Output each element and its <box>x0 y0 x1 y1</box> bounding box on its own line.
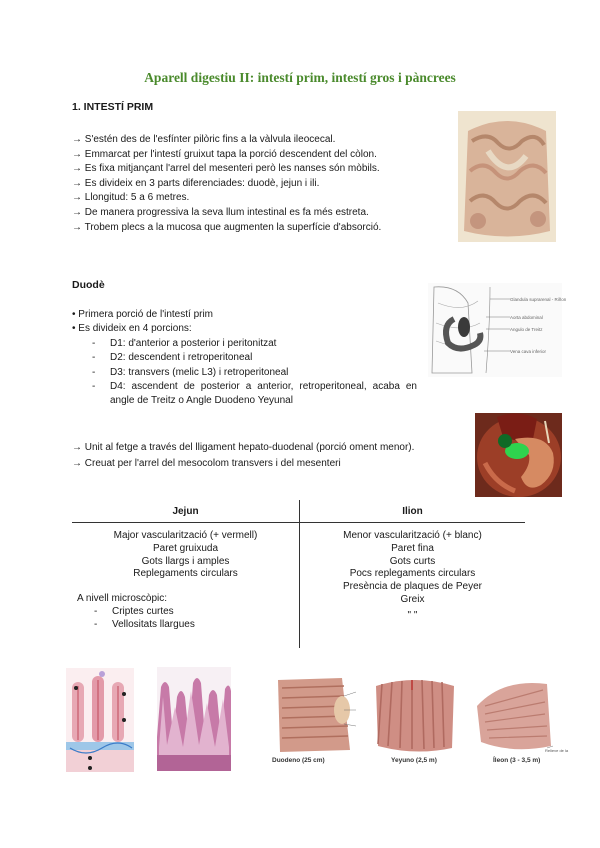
list-item: → S'estén des de l'esfínter pilòric fins a la vàlvula ileocecal. <box>72 134 336 145</box>
list-item: → Es fixa mitjançant l'arrel del mesenteri però les nanses són mòbils. <box>72 163 380 175</box>
duodenum-diagram <box>428 283 567 377</box>
diagram-label: Glandula suprarenal - Riñon <box>510 297 567 302</box>
list-item: - D1: d'anterior a posterior i peritonitzat <box>92 337 277 349</box>
duodenum-color-illustration <box>475 413 562 497</box>
list-item: → Llongitud: 5 a 6 metres. <box>72 192 190 204</box>
diagram-label: Aorta abdominal <box>510 315 543 320</box>
duode-list <box>72 308 417 409</box>
table-divider-horizontal <box>72 522 525 523</box>
list-item: • Es divideix en 4 porcions: <box>72 323 192 335</box>
ileon-label: Relieve de la <box>545 748 569 753</box>
list-item: → Creuat per l'arrel del mesocolom transvers i del mesenteri <box>72 458 341 469</box>
table-cell: Paret gruixuda <box>152 542 219 554</box>
table-cell: - Criptes curtes <box>94 605 174 617</box>
list-item: • Primera porció de l'intestí prim <box>72 309 214 320</box>
comparison-table <box>72 500 525 648</box>
intesti-prim-list <box>72 133 381 235</box>
list-item: - D3: transvers (melic L3) i retroperitoneal <box>92 366 289 378</box>
table-cell: Greix <box>400 593 425 605</box>
table-cell: Pocs replegaments circulars <box>349 568 476 580</box>
table-cell: " " <box>407 609 418 621</box>
table-cell: Gots curts <box>389 555 436 567</box>
caption-ileon: Íleon (3 - 3,5 m) <box>493 757 541 764</box>
caption-yeyuno: Yeyuno (2,5 m) <box>391 757 437 764</box>
histology-image <box>157 667 231 771</box>
duodeno-image <box>272 674 360 756</box>
section-heading-duode: Duodè <box>72 279 105 291</box>
list-item: → Trobem plecs a la mucosa que augmenten la superfície d'absorció. <box>72 221 382 233</box>
table-cell: Presència de plaques de Peyer <box>343 581 482 593</box>
duode-notes <box>72 440 414 472</box>
table-cell: - Vellositats llargues <box>94 618 195 630</box>
table-cell: Paret fina <box>391 542 434 554</box>
list-item: - D4: ascendent de posterior a anterior, retroperitoneal, acaba en angle de Treitz o Angle Duodeno Yeyunal <box>92 381 417 407</box>
page-title: Aparell digestiu II: intestí prim, intestí gros i pàncrees <box>144 70 456 85</box>
ileon-image <box>473 676 569 756</box>
table-cell: Replegaments circulars <box>133 568 238 580</box>
table-cell: Menor vascularització (+ blanc) <box>343 530 482 541</box>
jejun-column <box>72 530 299 632</box>
table-cell: Gots llargs i amples <box>141 555 230 567</box>
list-item: → Emmarcat per l'intestí gruixut tapa la porció descendent del còlon. <box>72 148 377 160</box>
villi-diagram <box>66 668 134 772</box>
table-cell: Major vascularització (+ vermell) <box>113 530 258 541</box>
yeyuno-image <box>372 676 458 754</box>
table-header-jejun: Jejun <box>172 506 199 517</box>
list-item: → Unit al fetge a través del lligament hepato-duodenal (porció oment menor). <box>72 442 415 453</box>
table-cell: A nivell microscòpic: <box>77 593 168 605</box>
diagram-label: Vena cava inferior <box>510 349 547 354</box>
list-item: → Es divideix en 3 parts diferenciades: duodè, jejun i ili. <box>72 177 320 189</box>
diagram-label: Angulo de Treitz <box>510 327 543 332</box>
section-heading-intesti-prim: 1. INTESTÍ PRIM <box>72 101 154 113</box>
table-header-ilion: Ilion <box>402 506 423 517</box>
ilion-column <box>300 530 525 623</box>
list-item: - D2: descendent i retroperitoneal <box>92 352 253 364</box>
caption-duodeno: Duodeno (25 cm) <box>272 757 325 764</box>
list-item: → De manera progressiva la seva llum intestinal es fa més estreta. <box>72 206 369 218</box>
small-intestine-illustration <box>458 111 556 242</box>
